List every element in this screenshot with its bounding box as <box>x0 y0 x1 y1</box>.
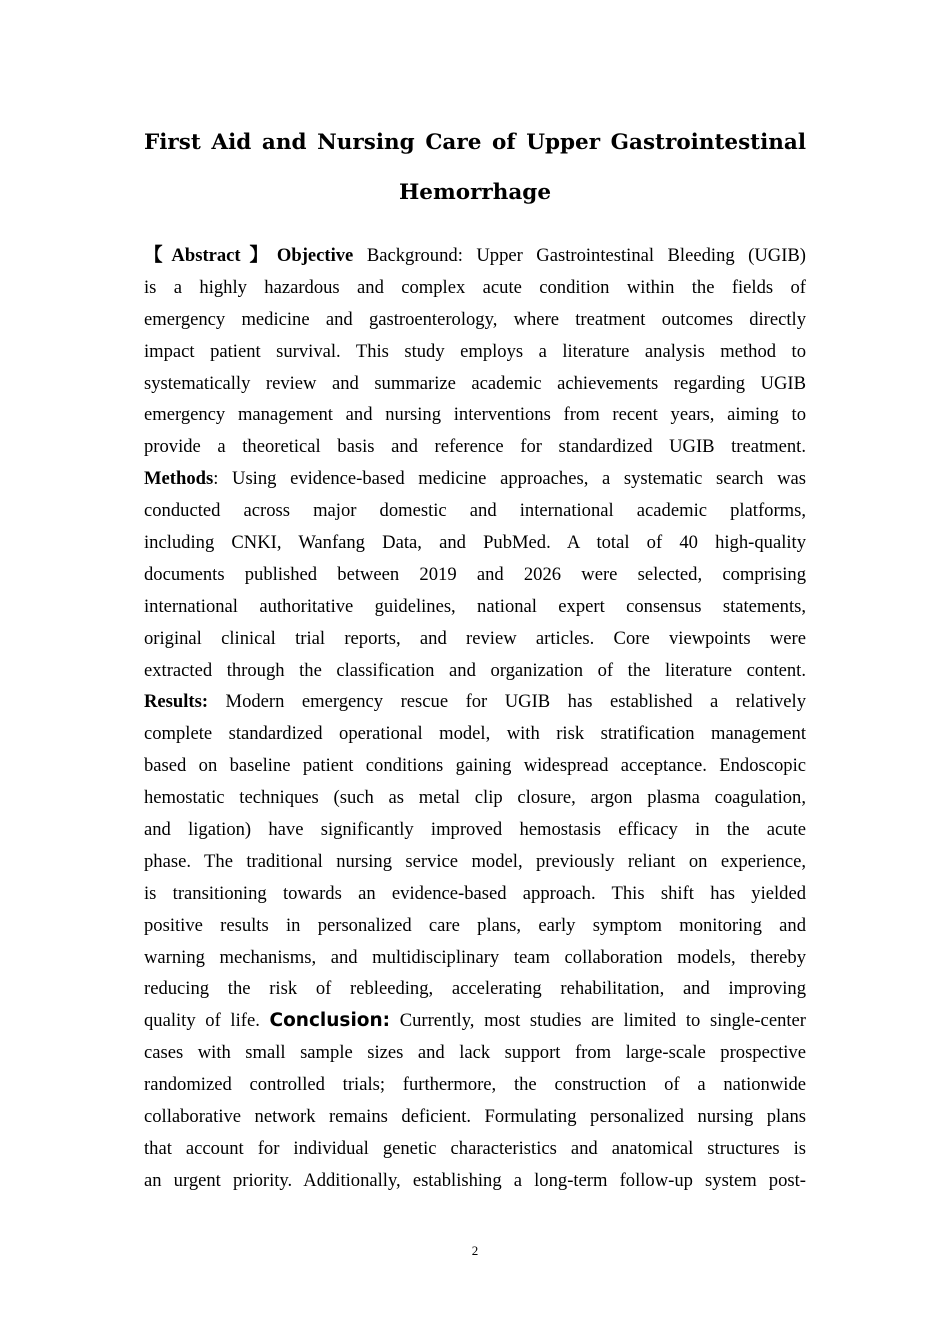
abstract-line: that account for individual genetic characteristics and anatomical structures is <box>144 1137 806 1159</box>
abstract-line: documents published between 2019 and 2026 were selected, comprising <box>144 563 806 585</box>
abstract-line: collaborative network remains deficient. Formulating personalized nursing plans <box>144 1106 806 1128</box>
abstract-line: phase. The traditional nursing service model, previously reliant on experience, <box>144 850 806 872</box>
abstract-line: is transitioning towards an evidence-based approach. This shift has yielded <box>144 882 806 904</box>
conclusion-label: Conclusion: <box>269 1010 391 1032</box>
abstract-line: complete standardized operational model, with risk stratification management <box>144 723 806 745</box>
abstract-text: quality of life. <box>144 1010 270 1032</box>
abstract-text: Modern emergency rescue for UGIB has established a relatively <box>208 691 806 713</box>
objective-label: Objective <box>276 245 354 266</box>
abstract-line: emergency medicine and gastroenterology, where treatment outcomes directly <box>144 308 806 330</box>
page-number: 2 <box>471 1243 479 1258</box>
abstract-line: warning mechanisms, and multidisciplinary team collaboration models, thereby <box>144 946 806 968</box>
abstract-line: including CNKI, Wanfang Data, and PubMed. A total of 40 high-quality <box>144 532 806 554</box>
abstract-line: cases with small sample sizes and lack support from large-scale prospective <box>144 1042 806 1064</box>
abstract-text: Currently, most studies are limited to single-center <box>390 1010 806 1032</box>
abstract-text: : Using evidence-based medicine approaches, a systematic search was <box>213 468 806 490</box>
abstract-line: provide a theoretical basis and reference for standardized UGIB treatment. <box>144 436 806 458</box>
abstract-text: Background: Upper Gastrointestinal Bleeding (UGIB) <box>353 245 806 266</box>
abstract-label: 【Abstract】 <box>144 245 277 266</box>
title-line-1: First Aid and Nursing Care of Upper Gastrointestinal <box>144 130 806 155</box>
results-label: Results: <box>144 691 209 713</box>
abstract-line <box>144 686 806 718</box>
abstract-line: positive results in personalized care plans, early symptom monitoring and <box>144 914 806 936</box>
abstract-line: original clinical trial reports, and review articles. Core viewpoints were <box>144 627 806 649</box>
abstract-line: reducing the risk of rebleeding, accelerating rehabilitation, and improving <box>144 978 806 1000</box>
abstract-line <box>144 463 806 495</box>
abstract-line: international authoritative guidelines, national expert consensus statements, <box>144 595 806 617</box>
abstract-line: extracted through the classification and organization of the literature content. <box>144 659 806 681</box>
abstract-line: randomized controlled trials; furthermore, the construction of a nationwide <box>144 1074 806 1096</box>
abstract-line <box>144 240 806 272</box>
abstract-line <box>144 1005 806 1037</box>
abstract-line: emergency management and nursing interventions from recent years, aiming to <box>144 404 806 426</box>
document-title <box>144 118 806 218</box>
abstract-line: systematically review and summarize academic achievements regarding UGIB <box>144 372 806 394</box>
abstract-line: and ligation) have significantly improved hemostasis efficacy in the acute <box>144 819 806 841</box>
abstract-line: impact patient survival. This study employs a literature analysis method to <box>144 340 806 362</box>
abstract-line: an urgent priority. Additionally, establishing a long-term follow-up system post- <box>144 1169 806 1191</box>
abstract-line: is a highly hazardous and complex acute condition within the fields of <box>144 276 806 298</box>
title-line-2: Hemorrhage <box>398 180 551 205</box>
abstract-paragraph <box>144 240 806 1197</box>
abstract-line: hemostatic techniques (such as metal clip closure, argon plasma coagulation, <box>144 787 806 809</box>
abstract-line: based on baseline patient conditions gaining widespread acceptance. Endoscopic <box>144 755 806 777</box>
abstract-line: conducted across major domestic and international academic platforms, <box>144 500 806 522</box>
methods-label: Methods <box>144 468 214 490</box>
